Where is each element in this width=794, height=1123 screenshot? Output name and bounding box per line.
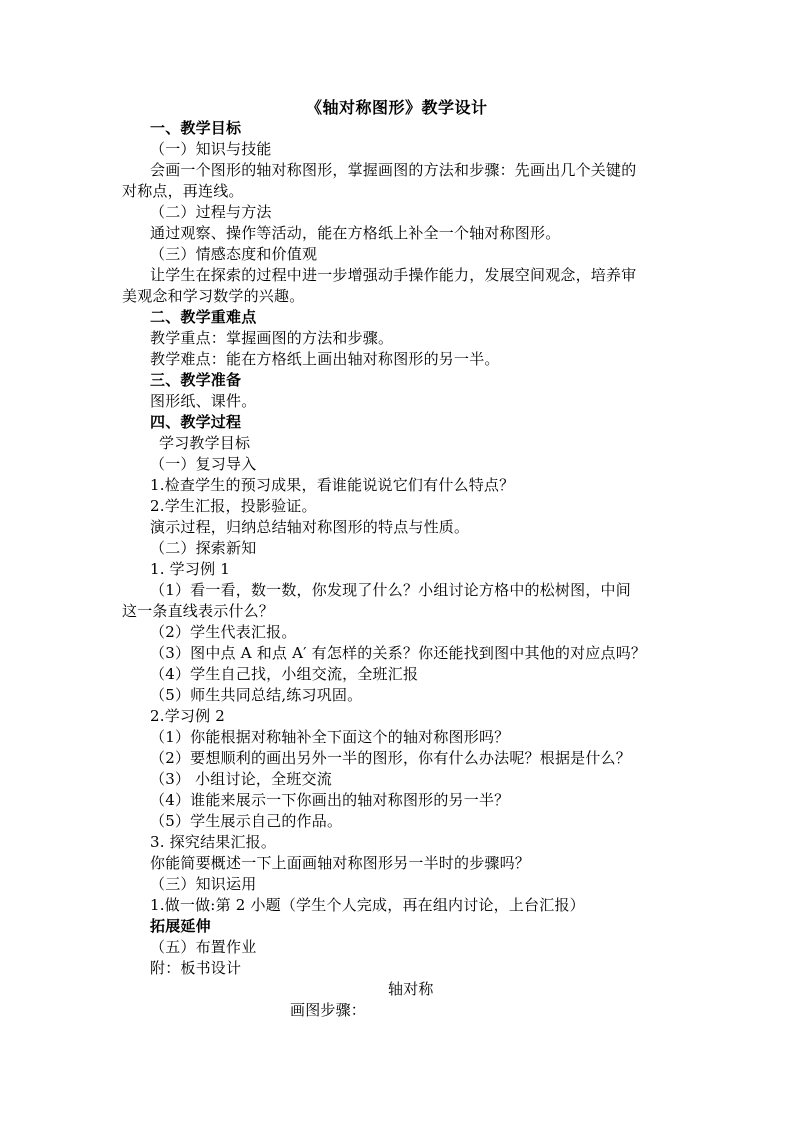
paragraph-line: （5）师生共同总结,练习巩固。 bbox=[150, 686, 363, 704]
subheading-attitude-values: （三）情感态度和价值观 bbox=[150, 245, 318, 263]
subheading-review: （一）复习导入 bbox=[150, 455, 257, 473]
section-heading-process: 四、教学过程 bbox=[150, 413, 242, 431]
paragraph-line: 教学难点：能在方格纸上画出轴对称图形的另一半。 bbox=[150, 350, 500, 368]
paragraph-line: 你能简要概述一下上面画轴对称图形另一半时的步骤吗？ bbox=[150, 854, 531, 872]
paragraph-line: 3. 探究结果汇报。 bbox=[150, 833, 277, 851]
subheading-knowledge-skills: （一）知识与技能 bbox=[150, 140, 272, 158]
paragraph-line: 1.做一做:第 2 小题（学生个人完成，再在组内讨论，上台汇报） bbox=[150, 896, 585, 914]
paragraph-line: （1）你能根据对称轴补全下面这个的轴对称图形吗？ bbox=[150, 728, 510, 746]
subheading-process-method: （二）过程与方法 bbox=[150, 203, 272, 221]
paragraph-line: 2.学生汇报，投影验证。 bbox=[150, 497, 317, 515]
paragraph-line: 附：板书设计 bbox=[150, 959, 242, 977]
paragraph-line: 图形纸、课件。 bbox=[150, 392, 257, 410]
paragraph-line: 会画一个图形的轴对称图形，掌握画图的方法和步骤：先画出几个关键的 bbox=[150, 161, 637, 179]
paragraph-line: （3）图中点 A 和点 A′ 有怎样的关系？你还能找到图中其他的对应点吗？ bbox=[150, 644, 647, 662]
subheading-homework: （五）布置作业 bbox=[150, 938, 257, 956]
paragraph-line: 通过观察、操作等活动，能在方格纸上补全一个轴对称图形。 bbox=[150, 224, 561, 242]
paragraph-line: 这一条直线表示什么？ bbox=[122, 602, 275, 620]
section-heading-key-points: 二、教学重难点 bbox=[150, 308, 257, 326]
subheading-explore: （二）探索新知 bbox=[150, 539, 257, 557]
paragraph-line: 美观念和学习数学的兴趣。 bbox=[122, 287, 305, 305]
section-heading-preparation: 三、教学准备 bbox=[150, 371, 242, 389]
paragraph-line: （4）学生自己找，小组交流，全班汇报 bbox=[150, 665, 419, 683]
paragraph-line: （3） 小组讨论，全班交流 bbox=[150, 770, 332, 788]
document-title: 《轴对称图形》教学设计 bbox=[306, 98, 488, 117]
board-design-steps: 画图步骤： bbox=[290, 1001, 367, 1019]
paragraph-line: （4）谁能来展示一下你画出的轴对称图形的另一半？ bbox=[150, 791, 510, 809]
paragraph-line: 2.学习例 2 bbox=[150, 707, 226, 725]
paragraph-line: （2）学生代表汇报。 bbox=[150, 623, 297, 641]
paragraph-line: （2）要想顺利的画出另外一半的图形，你有什么办法呢？根据是什么？ bbox=[150, 749, 631, 767]
board-design-title: 轴对称 bbox=[388, 980, 434, 998]
paragraph-line: 1.检查学生的预习成果，看谁能说说它们有什么特点？ bbox=[150, 476, 515, 494]
paragraph-line: （1）看一看，数一数，你发现了什么？小组讨论方格中的松树图，中间 bbox=[150, 581, 631, 599]
paragraph-line: 让学生在探索的过程中进一步增强动手操作能力，发展空间观念，培养审 bbox=[150, 266, 637, 284]
paragraph-line: 对称点，再连线。 bbox=[122, 182, 244, 200]
paragraph-line: 学习教学目标 bbox=[159, 434, 251, 452]
paragraph-line: 1. 学习例 1 bbox=[150, 560, 230, 578]
paragraph-line: （5）学生展示自己的作品。 bbox=[150, 812, 343, 830]
paragraph-line: 演示过程，归纳总结轴对称图形的特点与性质。 bbox=[150, 518, 470, 536]
paragraph-line: 教学重点：掌握画图的方法和步骤。 bbox=[150, 329, 394, 347]
section-heading-objectives: 一、教学目标 bbox=[150, 119, 242, 137]
subheading-extension: 拓展延伸 bbox=[150, 917, 211, 935]
subheading-apply: （三）知识运用 bbox=[150, 875, 257, 893]
